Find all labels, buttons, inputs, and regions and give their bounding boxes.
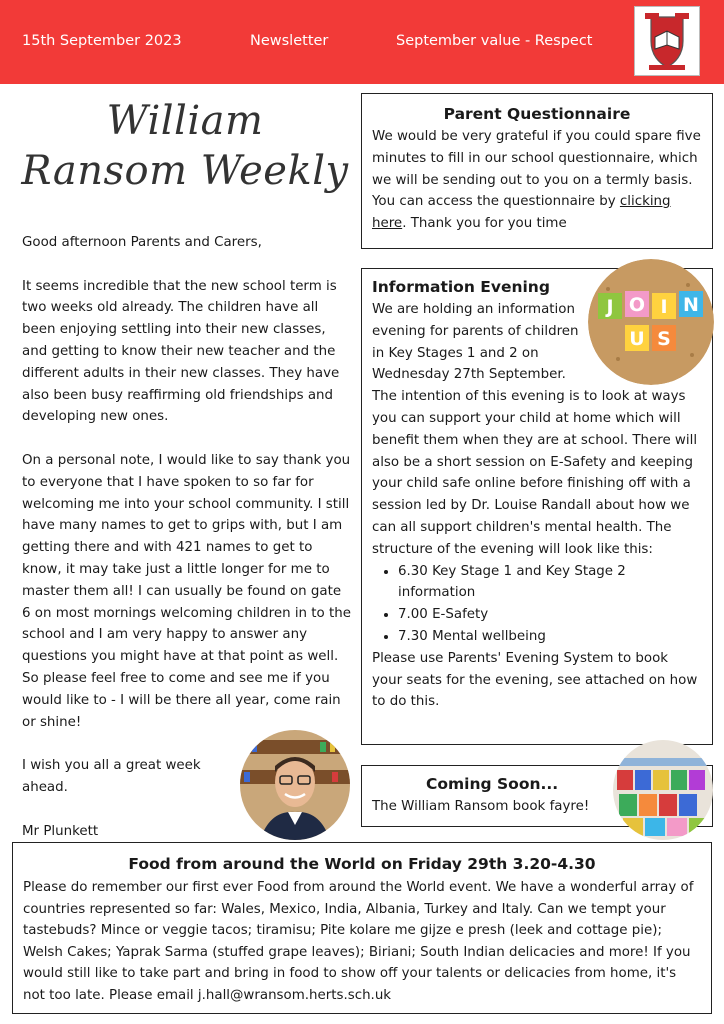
coming-soon-heading: Coming Soon... [426,775,559,793]
information-evening-body: The intention of this evening is to look at ways you can support your child at home which will benefit them when they are at school. There will also be a short session on E-Safety and keeping your child safe online before finishing off with a session led by Dr. Louise Randall about how we can all support children's mental health. The structure of the evening will look like this: [372,389,698,557]
header-section: Newsletter [250,33,329,49]
letter-signature: Mr Plunkett [22,823,99,839]
book-fair-photo [613,740,713,840]
newsletter-header [0,0,724,84]
badge-letter: U [629,328,645,350]
parent-questionnaire-heading: Parent Questionnaire [443,105,631,123]
parent-questionnaire-box [361,93,713,249]
coming-soon-text: The William Ransom book fayre! [372,799,590,814]
letter-greeting: Good afternoon Parents and Carers, [22,235,262,250]
letter-paragraph-1: It seems incredible that the new school term is two weeks old already. The children have all been enjoying settling into their new classes, and getting to know their new teacher and the different adults in their new classes. They have also been busy reaffirming old friendships and developing new ones. [22,278,340,425]
schedule-item: • 7.30 Mental wellbeing [398,626,702,648]
food-event-heading: Food from around the World on Friday 29th 3.20-4.30 [128,855,596,873]
header-date: 15th September 2023 [22,33,182,49]
evening-schedule-list [372,561,702,648]
schedule-item: • 7.00 E-Safety [398,604,702,626]
information-evening-heading: Information Evening [372,278,550,296]
questionnaire-link[interactable]: clicking here [372,194,671,232]
badge-letter: I [660,296,668,318]
letter-paragraph-2: On a personal note, I would like to say thank you to everyone that I have spoken to so far for welcoming me into your school community. I still have many names to get to grips with, but I am getting there and with 421 names to get to know, it may take just a little longer for me to master them all! I can usually be found on gate 6 on most mornings welcoming children in to the school and I am very happy to answer any questions you might have at that point as well. So please feel free to come and see me if you would like to - I will be there all year, come rain or shine! [22,452,351,730]
newsletter-title: William Ransom Weekly [21,98,349,194]
questionnaire-text-start: We would be very grateful if you could spare five minutes to fill in our school questionnaire, which we will be sending out to you on a termly basis. You can access the questionnaire by [372,129,701,210]
badge-letter: N [683,294,699,316]
information-evening-footer: Please use Parents' Evening System to book your seats for the evening, see attached on how to do this. [372,650,698,710]
schedule-item: • 6.30 Key Stage 1 and Key Stage 2 information [398,561,702,605]
food-event-text: Please do remember our first ever Food from around the World event. We have a wonderful array of countries represented so far: Wales, Mexico, India, Albania, Turkey and Italy. Can we tempt your tastebuds? Mince or veggie tacos; tiramisu; Pite kolare me gijze e presh (leek and cottage pie); Welsh Cakes; Yaprak Sarma (stuffed grape leaves); Biriani; South Indian delicacies and more! If you would still like to take part and bring in food to show off your talents or delicacies from home, it's not too late. Please email j.hall@wransom.herts.sch.uk [23,880,694,1003]
badge-letter: O [628,294,646,316]
letter-closing: I wish you all a great week ahead. [22,758,201,795]
join-us-badge-icon [588,259,714,385]
information-evening-intro: We are holding an information evening for parents of children in Key Stages 1 and 2 on Wednesday 27th September. [372,302,579,383]
school-crest-icon [634,6,700,76]
header-value: September value - Respect [396,33,593,49]
badge-letter: J [606,296,614,318]
headteacher-photo [240,730,350,840]
parent-questionnaire-text [372,126,702,235]
questionnaire-text-end: . Thank you for you time [402,216,567,232]
food-event-box [12,842,712,1014]
badge-letter: S [657,328,671,350]
